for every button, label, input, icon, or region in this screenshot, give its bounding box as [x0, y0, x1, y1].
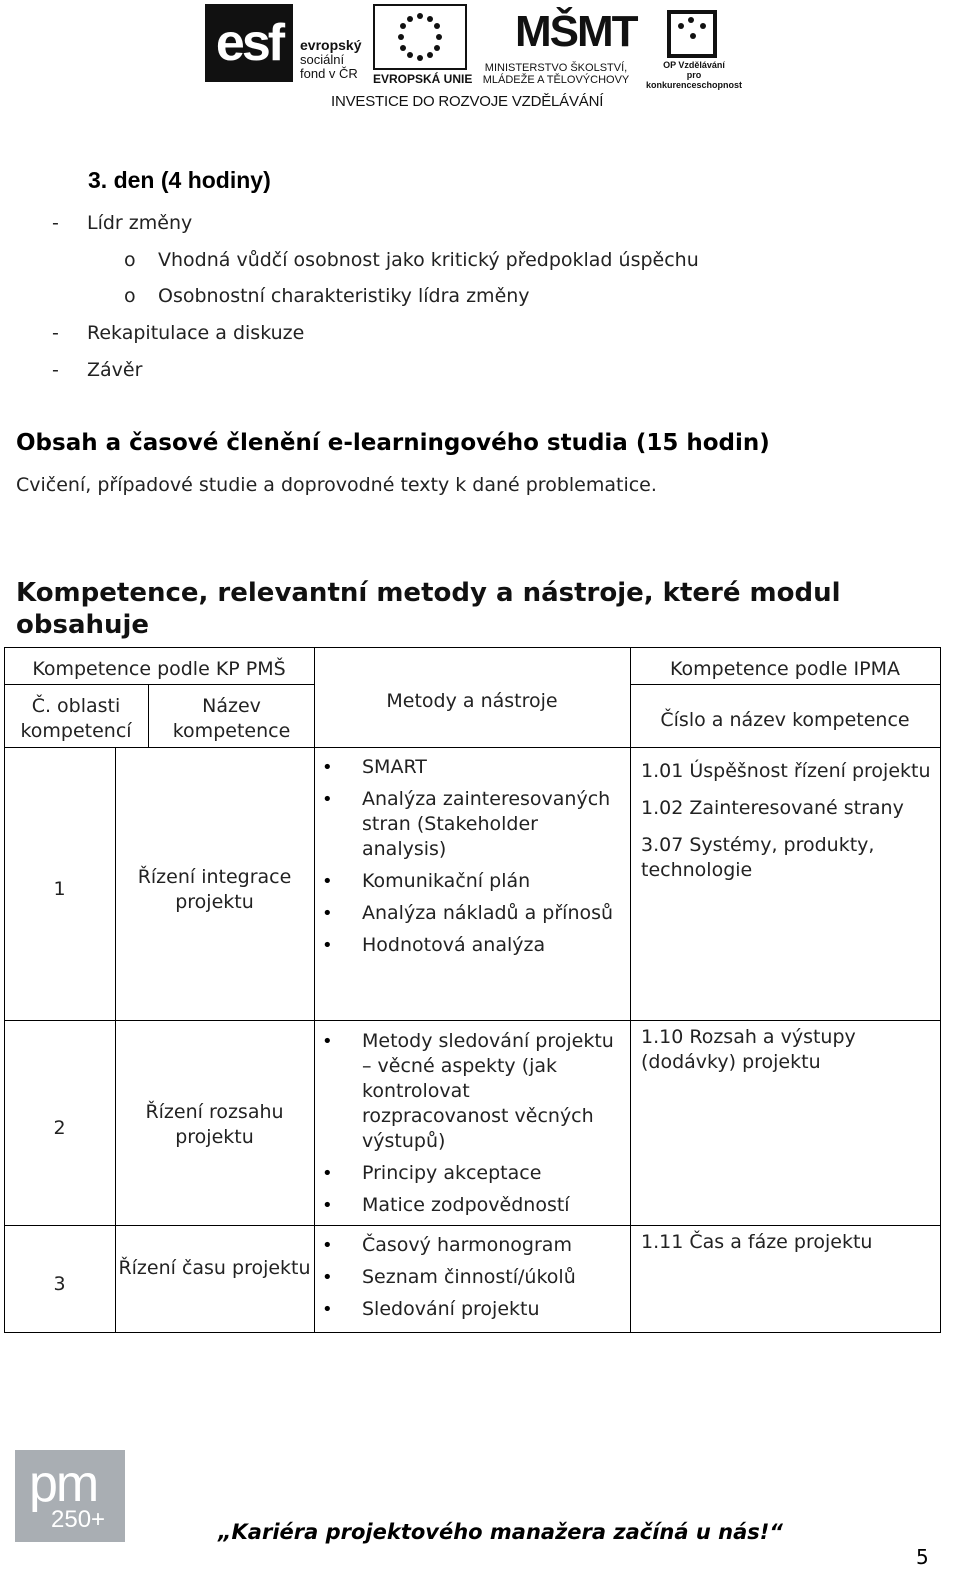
op-logo-text: OP Vzdělávání pro konkurenceschopnost [645, 60, 743, 90]
method-item: • Principy akceptace [318, 1161, 618, 1186]
op-logo [663, 6, 723, 62]
ipma-item: 1.02 Zainteresované strany [641, 797, 904, 819]
row-3-methods [318, 1233, 618, 1329]
header-nazev: Název kompetence [172, 695, 291, 742]
row-3-ipma [641, 1230, 936, 1267]
ipma-item: 1.11 Čas a fáze projektu [641, 1231, 873, 1253]
method-item: • Komunikační plán [318, 869, 618, 894]
eu-caption: EVROPSKÁ UNIE [373, 72, 473, 86]
method-item: • Seznam činností/úkolů [318, 1265, 618, 1290]
row-2-methods [318, 1029, 618, 1225]
competence-heading: Kompetence, relevantní metody a nástroje, které modul obsahuje [16, 578, 841, 640]
page-number: 5 [916, 1545, 929, 1569]
esf-logo-text: evropský sociální fond v ČR [300, 37, 362, 81]
method-item: • Hodnotová analýza [318, 933, 618, 958]
competence-table [4, 647, 941, 1333]
elearning-heading: Obsah a časové členění e-learningového studia (15 hodin) [16, 430, 770, 456]
header-logos [205, 4, 760, 90]
investice-tagline: INVESTICE DO ROZVOJE VZDĚLÁVÁNÍ [331, 93, 604, 110]
row-3-number: 3 [53, 1273, 66, 1295]
row-1-number: 1 [53, 878, 66, 900]
row-3-name: Řízení času projektu [118, 1257, 311, 1279]
header-metody: Metody a nástroje [386, 690, 558, 712]
row-1-name: Řízení integrace projektu [137, 866, 292, 913]
pm250-logo: pm 250+ [15, 1450, 125, 1542]
method-item: • Analýza nákladů a přínosů [318, 901, 618, 926]
header-oblast: Č. oblasti kompetencí [20, 695, 132, 742]
method-item: • Sledování projektu [318, 1297, 618, 1322]
method-item: • Analýza zainteresovaných stran (Stakeholder analysis) [318, 787, 618, 862]
header-group-ipma: Kompetence podle IPMA [670, 658, 900, 680]
row-2-number: 2 [53, 1117, 66, 1139]
footer-slogan: „Kariéra projektového manažera začíná u nás!“ [218, 1520, 783, 1544]
row-1-ipma [641, 759, 936, 895]
ipma-item: 3.07 Systémy, produkty, technologie [641, 834, 875, 881]
row-2-name: Řízení rozsahu projektu [145, 1101, 284, 1148]
method-item: • Metody sledování projektu – věcné aspekty (jak kontrolovat rozpracovanost věcných výstupů) [318, 1029, 618, 1154]
header-ipma: Číslo a název kompetence [660, 709, 910, 731]
method-item: • Matice zodpovědností [318, 1193, 618, 1218]
method-item: • Časový harmonogram [318, 1233, 618, 1258]
day-heading: 3. den (4 hodiny) [88, 167, 271, 193]
header-group-kp: Kompetence podle KP PMŠ [32, 658, 286, 680]
ipma-item: 1.10 Rozsah a výstupy (dodávky) projektu [641, 1026, 856, 1073]
eu-flag-logo [373, 4, 467, 70]
elearning-text: Cvičení, případové studie a doprovodné texty k dané problematice. [16, 474, 657, 496]
row-2-ipma [641, 1025, 936, 1087]
msmt-logo: MŠMT [515, 7, 637, 56]
method-item: • SMART [318, 755, 618, 780]
ipma-item: 1.01 Úspěšnost řízení projektu [641, 760, 931, 782]
esf-logo: esf [205, 4, 293, 82]
msmt-logo-text: MINISTERSTVO ŠKOLSTVÍ, MLÁDEŽE A TĚLOVÝCHOVY [482, 62, 630, 86]
row-1-methods [318, 755, 618, 965]
